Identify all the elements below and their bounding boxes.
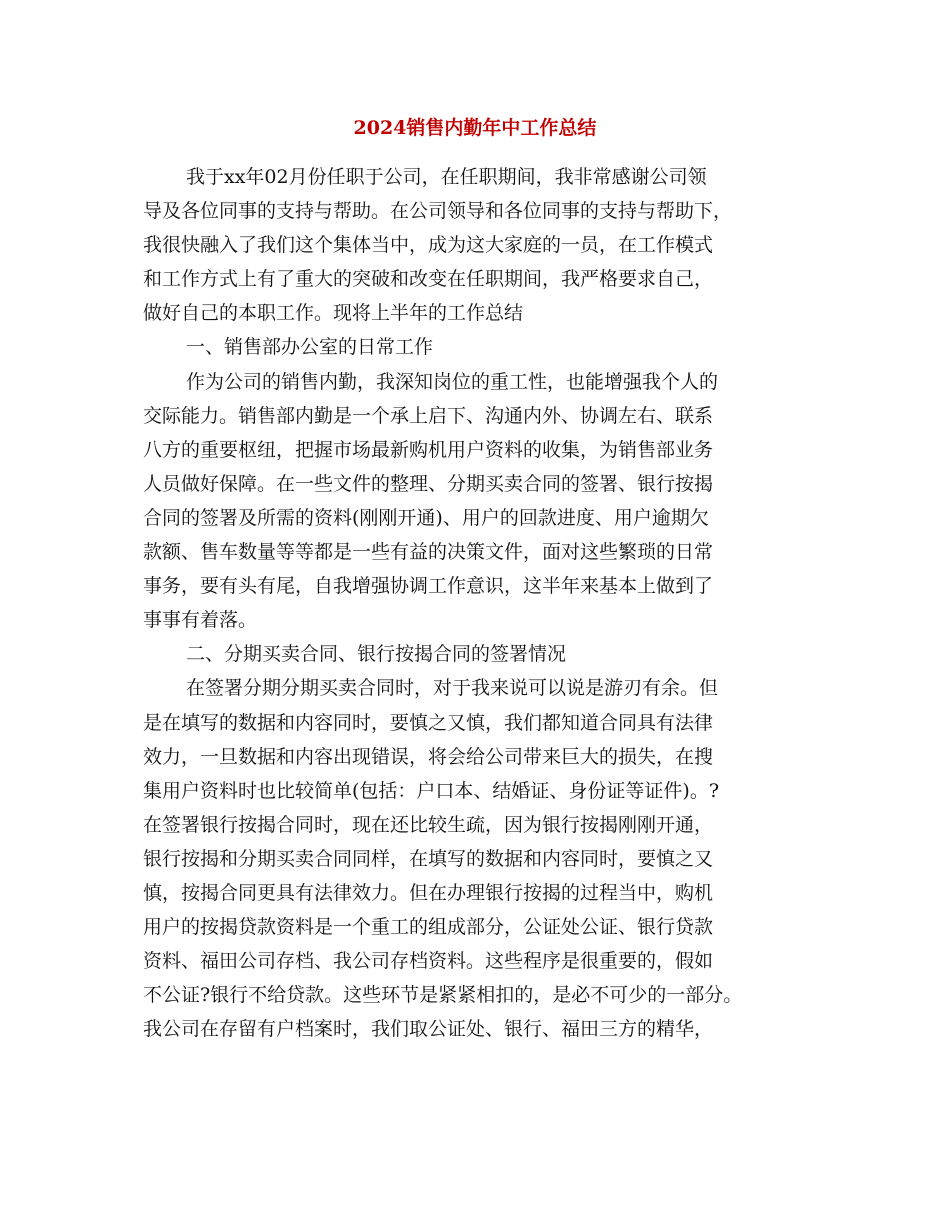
- text-line: 我公司在存留有户档案时，我们取公证处、银行、福田三方的精华，: [143, 1018, 714, 1041]
- text-line: 我很快融入了我们这个集体当中，成为这大家庭的一员，在工作模式: [143, 234, 714, 257]
- text-line: 交际能力。销售部内勤是一个承上启下、沟通内外、协调左右、联系: [143, 404, 714, 427]
- text-line: 资料、福田公司存档、我公司存档资料。这些程序是很重要的，假如: [143, 950, 714, 973]
- text-line: 不公证?银行不给贷款。这些环节是紧紧相扣的，是必不可少的一部分。: [143, 984, 743, 1007]
- text-line: 用户的按揭贷款资料是一个重工的组成部分，公证处公证、银行贷款: [143, 916, 714, 939]
- text-line: 效力，一旦数据和内容出现错误，将会给公司带来巨大的损失，在搜: [143, 745, 714, 768]
- text-line: 事务，要有头有尾，自我增强协调工作意识，这半年来基本上做到了: [143, 575, 714, 598]
- text-line: 和工作方式上有了重大的突破和改变在任职期间，我严格要求自己，: [143, 268, 714, 291]
- text-line: 是在填写的数据和内容同时，要慎之又慎，我们都知道合同具有法律: [143, 711, 714, 734]
- text-line: 八方的重要枢纽，把握市场最新购机用户资料的收集，为销售部业务: [143, 438, 714, 461]
- text-line: 导及各位同事的支持与帮助。在公司领导和各位同事的支持与帮助下，: [143, 200, 733, 223]
- text-line: 集用户资料时也比较简单(包括：户口本、结婚证、身份证等证件)。?: [143, 779, 720, 802]
- text-line: 做好自己的本职工作。现将上半年的工作总结: [143, 302, 524, 325]
- text-line: 慎，按揭合同更具有法律效力。但在办理银行按揭的过程当中，购机: [143, 881, 714, 904]
- text-line: 作为公司的销售内勤，我深知岗位的重工性，也能增强我个人的: [186, 370, 719, 393]
- text-line: 在签署分期分期买卖合同时，对于我来说可以说是游刃有余。但: [186, 677, 719, 700]
- text-line: 银行按揭和分期买卖合同同样，在填写的数据和内容同时，要慎之又: [143, 847, 714, 870]
- document-title: 2024销售内勤年中工作总结: [353, 117, 597, 139]
- text-line: 事事有着落。: [143, 609, 258, 632]
- text-line: 合同的签署及所需的资料(刚刚开通)、用户的回款进度、用户逾期欠: [143, 506, 709, 529]
- text-line: 二、分期买卖合同、银行按揭合同的签署情况: [186, 643, 567, 666]
- document-body: [143, 160, 823, 1046]
- text-line: 款额、售车数量等等都是一些有益的决策文件，面对这些繁琐的日常: [143, 541, 714, 564]
- text-line: 在签署银行按揭合同时，现在还比较生疏，因为银行按揭刚刚开通，: [143, 813, 714, 836]
- text-line: 我于xx年02月份任职于公司，在任职期间，我非常感谢公司领: [186, 166, 707, 188]
- text-line: 一、销售部办公室的日常工作: [186, 336, 434, 359]
- text-line: 人员做好保障。在一些文件的整理、分期买卖合同的签署、银行按揭: [143, 472, 714, 495]
